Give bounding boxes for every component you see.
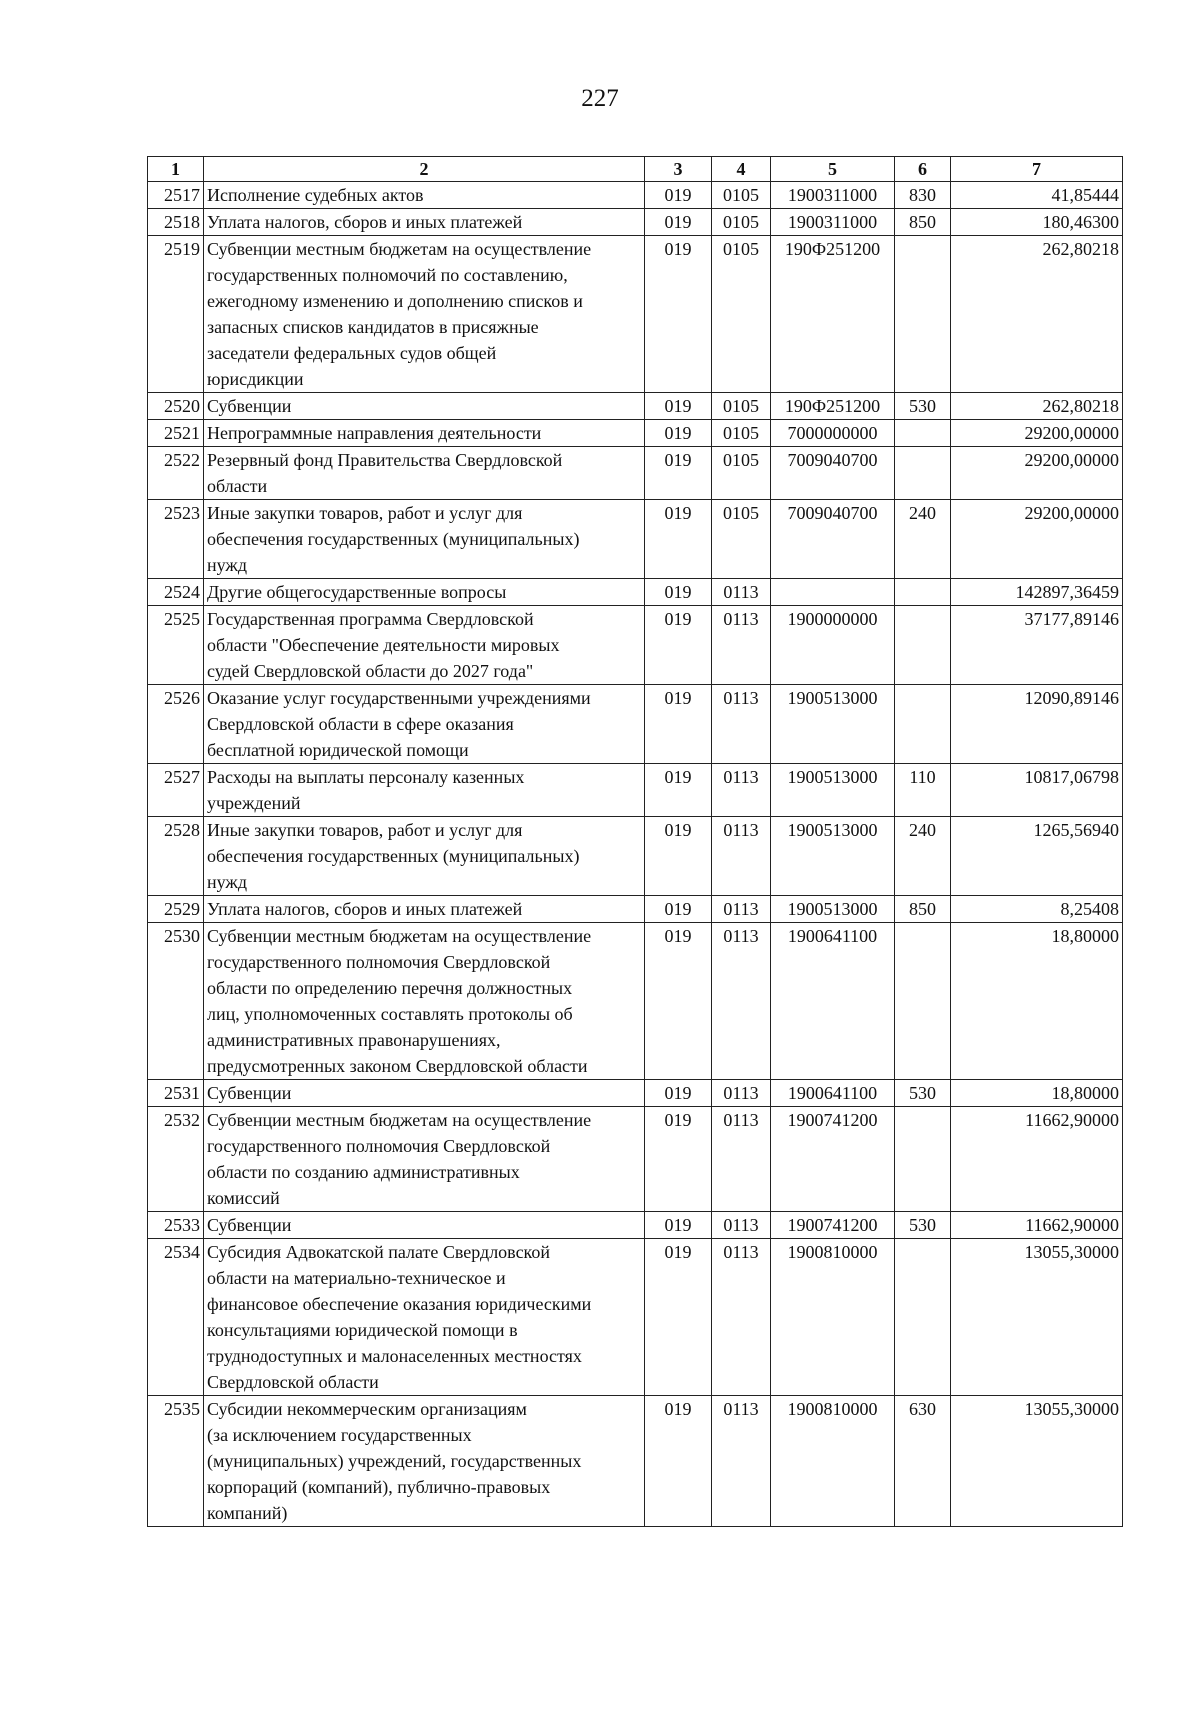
row-number: 2530 (148, 923, 204, 1080)
row-col6: 630 (895, 1396, 951, 1527)
row-col3: 019 (645, 420, 712, 447)
row-col3: 019 (645, 1212, 712, 1239)
row-number: 2524 (148, 579, 204, 606)
row-col4: 0105 (712, 182, 771, 209)
table-row (148, 685, 1123, 764)
row-col5: 1900513000 (771, 764, 895, 817)
row-col3: 019 (645, 817, 712, 896)
row-col5: 1900513000 (771, 685, 895, 764)
row-name: Оказание услуг государственными учреждениями Свердловской области в сфере оказания бесплатной юридической помощи (204, 685, 645, 764)
row-name: Субвенции (204, 1212, 645, 1239)
row-col5: 1900513000 (771, 817, 895, 896)
row-number: 2517 (148, 182, 204, 209)
table-header-row (148, 157, 1123, 182)
row-number: 2521 (148, 420, 204, 447)
table-row (148, 1080, 1123, 1107)
row-col4: 0113 (712, 1107, 771, 1212)
row-col4: 0113 (712, 764, 771, 817)
table-row (148, 923, 1123, 1080)
table-row (148, 579, 1123, 606)
row-number: 2518 (148, 209, 204, 236)
row-col6: 530 (895, 1212, 951, 1239)
row-name: Другие общегосударственные вопросы (204, 579, 645, 606)
table-row (148, 447, 1123, 500)
row-col3: 019 (645, 1080, 712, 1107)
row-col6: 240 (895, 817, 951, 896)
row-sum: 18,80000 (951, 923, 1123, 1080)
row-sum: 262,80218 (951, 393, 1123, 420)
row-number: 2528 (148, 817, 204, 896)
row-sum: 142897,36459 (951, 579, 1123, 606)
row-col6 (895, 923, 951, 1080)
row-col3: 019 (645, 1107, 712, 1212)
row-name: Субвенции местным бюджетам на осуществление государственного полномочия Свердловской области по созданию административных комиссий (204, 1107, 645, 1212)
page-number: 227 (581, 85, 619, 112)
row-name: Уплата налогов, сборов и иных платежей (204, 896, 645, 923)
row-col3: 019 (645, 236, 712, 393)
row-col6 (895, 236, 951, 393)
row-col6 (895, 447, 951, 500)
row-col3: 019 (645, 209, 712, 236)
row-col4: 0113 (712, 1239, 771, 1396)
row-col5 (771, 579, 895, 606)
row-number: 2531 (148, 1080, 204, 1107)
row-sum: 10817,06798 (951, 764, 1123, 817)
row-col4: 0113 (712, 685, 771, 764)
row-number: 2526 (148, 685, 204, 764)
row-number: 2532 (148, 1107, 204, 1212)
row-col5: 190Ф251200 (771, 393, 895, 420)
row-name: Субвенции (204, 393, 645, 420)
row-col5: 1900513000 (771, 896, 895, 923)
row-col5: 1900741200 (771, 1107, 895, 1212)
row-col3: 019 (645, 896, 712, 923)
row-col5: 1900810000 (771, 1239, 895, 1396)
budget-table (147, 156, 1123, 1527)
table-row (148, 1212, 1123, 1239)
row-col4: 0113 (712, 579, 771, 606)
row-col5: 190Ф251200 (771, 236, 895, 393)
row-name: Субсидия Адвокатской палате Свердловской области на материально-техническое и финансовое обеспечение оказания юридическими консультациями юридической помощи в труднодоступных и малонаселенных местностях Свердловской области (204, 1239, 645, 1396)
row-col3: 019 (645, 685, 712, 764)
col-header-1: 1 (148, 157, 204, 182)
row-col5: 7009040700 (771, 500, 895, 579)
row-number: 2520 (148, 393, 204, 420)
row-col4: 0105 (712, 209, 771, 236)
row-col6 (895, 1107, 951, 1212)
row-col6: 850 (895, 209, 951, 236)
row-col4: 0105 (712, 393, 771, 420)
table-row (148, 764, 1123, 817)
row-col6 (895, 579, 951, 606)
row-number: 2529 (148, 896, 204, 923)
col-header-4: 4 (712, 157, 771, 182)
row-number: 2527 (148, 764, 204, 817)
row-sum: 12090,89146 (951, 685, 1123, 764)
row-sum: 13055,30000 (951, 1239, 1123, 1396)
row-col4: 0113 (712, 606, 771, 685)
row-col6: 530 (895, 1080, 951, 1107)
row-col6 (895, 606, 951, 685)
table-row (148, 420, 1123, 447)
col-header-6: 6 (895, 157, 951, 182)
row-name: Субвенции (204, 1080, 645, 1107)
row-col3: 019 (645, 393, 712, 420)
row-sum: 1265,56940 (951, 817, 1123, 896)
row-sum: 8,25408 (951, 896, 1123, 923)
row-col3: 019 (645, 1396, 712, 1527)
row-col4: 0105 (712, 236, 771, 393)
row-col3: 019 (645, 447, 712, 500)
row-col4: 0113 (712, 1080, 771, 1107)
table-row (148, 182, 1123, 209)
row-number: 2533 (148, 1212, 204, 1239)
row-sum: 29200,00000 (951, 500, 1123, 579)
row-col6: 240 (895, 500, 951, 579)
table-row (148, 236, 1123, 393)
row-number: 2522 (148, 447, 204, 500)
table-row (148, 1396, 1123, 1527)
row-col6: 830 (895, 182, 951, 209)
table-row (148, 500, 1123, 579)
row-col6: 110 (895, 764, 951, 817)
row-col6 (895, 685, 951, 764)
row-name: Уплата налогов, сборов и иных платежей (204, 209, 645, 236)
row-col5: 7000000000 (771, 420, 895, 447)
table-row (148, 817, 1123, 896)
col-header-3: 3 (645, 157, 712, 182)
row-sum: 262,80218 (951, 236, 1123, 393)
row-sum: 29200,00000 (951, 447, 1123, 500)
row-number: 2534 (148, 1239, 204, 1396)
row-sum: 18,80000 (951, 1080, 1123, 1107)
row-col5: 1900741200 (771, 1212, 895, 1239)
row-col4: 0105 (712, 420, 771, 447)
row-sum: 41,85444 (951, 182, 1123, 209)
table-row (148, 896, 1123, 923)
row-number: 2523 (148, 500, 204, 579)
row-col3: 019 (645, 500, 712, 579)
row-col3: 019 (645, 764, 712, 817)
row-col6: 850 (895, 896, 951, 923)
row-col4: 0113 (712, 923, 771, 1080)
row-col6: 530 (895, 393, 951, 420)
row-number: 2519 (148, 236, 204, 393)
row-sum: 29200,00000 (951, 420, 1123, 447)
row-name: Расходы на выплаты персоналу казенных учреждений (204, 764, 645, 817)
row-col4: 0105 (712, 500, 771, 579)
col-header-2: 2 (204, 157, 645, 182)
col-header-7: 7 (951, 157, 1123, 182)
row-col3: 019 (645, 182, 712, 209)
table-row (148, 209, 1123, 236)
row-number: 2535 (148, 1396, 204, 1527)
row-name: Иные закупки товаров, работ и услуг для обеспечения государственных (муниципальных) нужд (204, 817, 645, 896)
row-name: Непрограммные направления деятельности (204, 420, 645, 447)
row-col5: 1900000000 (771, 606, 895, 685)
row-name: Резервный фонд Правительства Свердловской области (204, 447, 645, 500)
row-col4: 0113 (712, 1212, 771, 1239)
row-col3: 019 (645, 923, 712, 1080)
row-col5: 7009040700 (771, 447, 895, 500)
table-row (148, 606, 1123, 685)
row-name: Субвенции местным бюджетам на осуществление государственного полномочия Свердловской области по определению перечня должностных лиц, уполномоченных составлять протоколы об административных правонарушениях, предусмотренных законом Свердловской области (204, 923, 645, 1080)
row-col5: 1900311000 (771, 182, 895, 209)
row-col4: 0113 (712, 1396, 771, 1527)
row-number: 2525 (148, 606, 204, 685)
row-sum: 11662,90000 (951, 1212, 1123, 1239)
row-name: Исполнение судебных актов (204, 182, 645, 209)
row-col5: 1900641100 (771, 923, 895, 1080)
row-col5: 1900641100 (771, 1080, 895, 1107)
row-sum: 13055,30000 (951, 1396, 1123, 1527)
row-col4: 0113 (712, 817, 771, 896)
row-col5: 1900810000 (771, 1396, 895, 1527)
row-col6 (895, 420, 951, 447)
row-col3: 019 (645, 606, 712, 685)
row-col3: 019 (645, 1239, 712, 1396)
table-row (148, 1107, 1123, 1212)
row-col3: 019 (645, 579, 712, 606)
row-name: Государственная программа Свердловской области "Обеспечение деятельности мировых судей Свердловской области до 2027 года" (204, 606, 645, 685)
row-col4: 0105 (712, 447, 771, 500)
row-col4: 0113 (712, 896, 771, 923)
col-header-5: 5 (771, 157, 895, 182)
table-row (148, 393, 1123, 420)
row-sum: 180,46300 (951, 209, 1123, 236)
row-name: Субсидии некоммерческим организациям (за исключением государственных (муниципальных) учреждений, государственных корпораций (компаний), публично-правовых компаний) (204, 1396, 645, 1527)
table-body (148, 182, 1123, 1527)
table-row (148, 1239, 1123, 1396)
row-sum: 37177,89146 (951, 606, 1123, 685)
row-col6 (895, 1239, 951, 1396)
row-name: Иные закупки товаров, работ и услуг для обеспечения государственных (муниципальных) нужд (204, 500, 645, 579)
row-name: Субвенции местным бюджетам на осуществление государственных полномочий по составлению, ежегодному изменению и дополнению списков и запасных списков кандидатов в присяжные заседатели федеральных судов общей юрисдикции (204, 236, 645, 393)
row-sum: 11662,90000 (951, 1107, 1123, 1212)
row-col5: 1900311000 (771, 209, 895, 236)
